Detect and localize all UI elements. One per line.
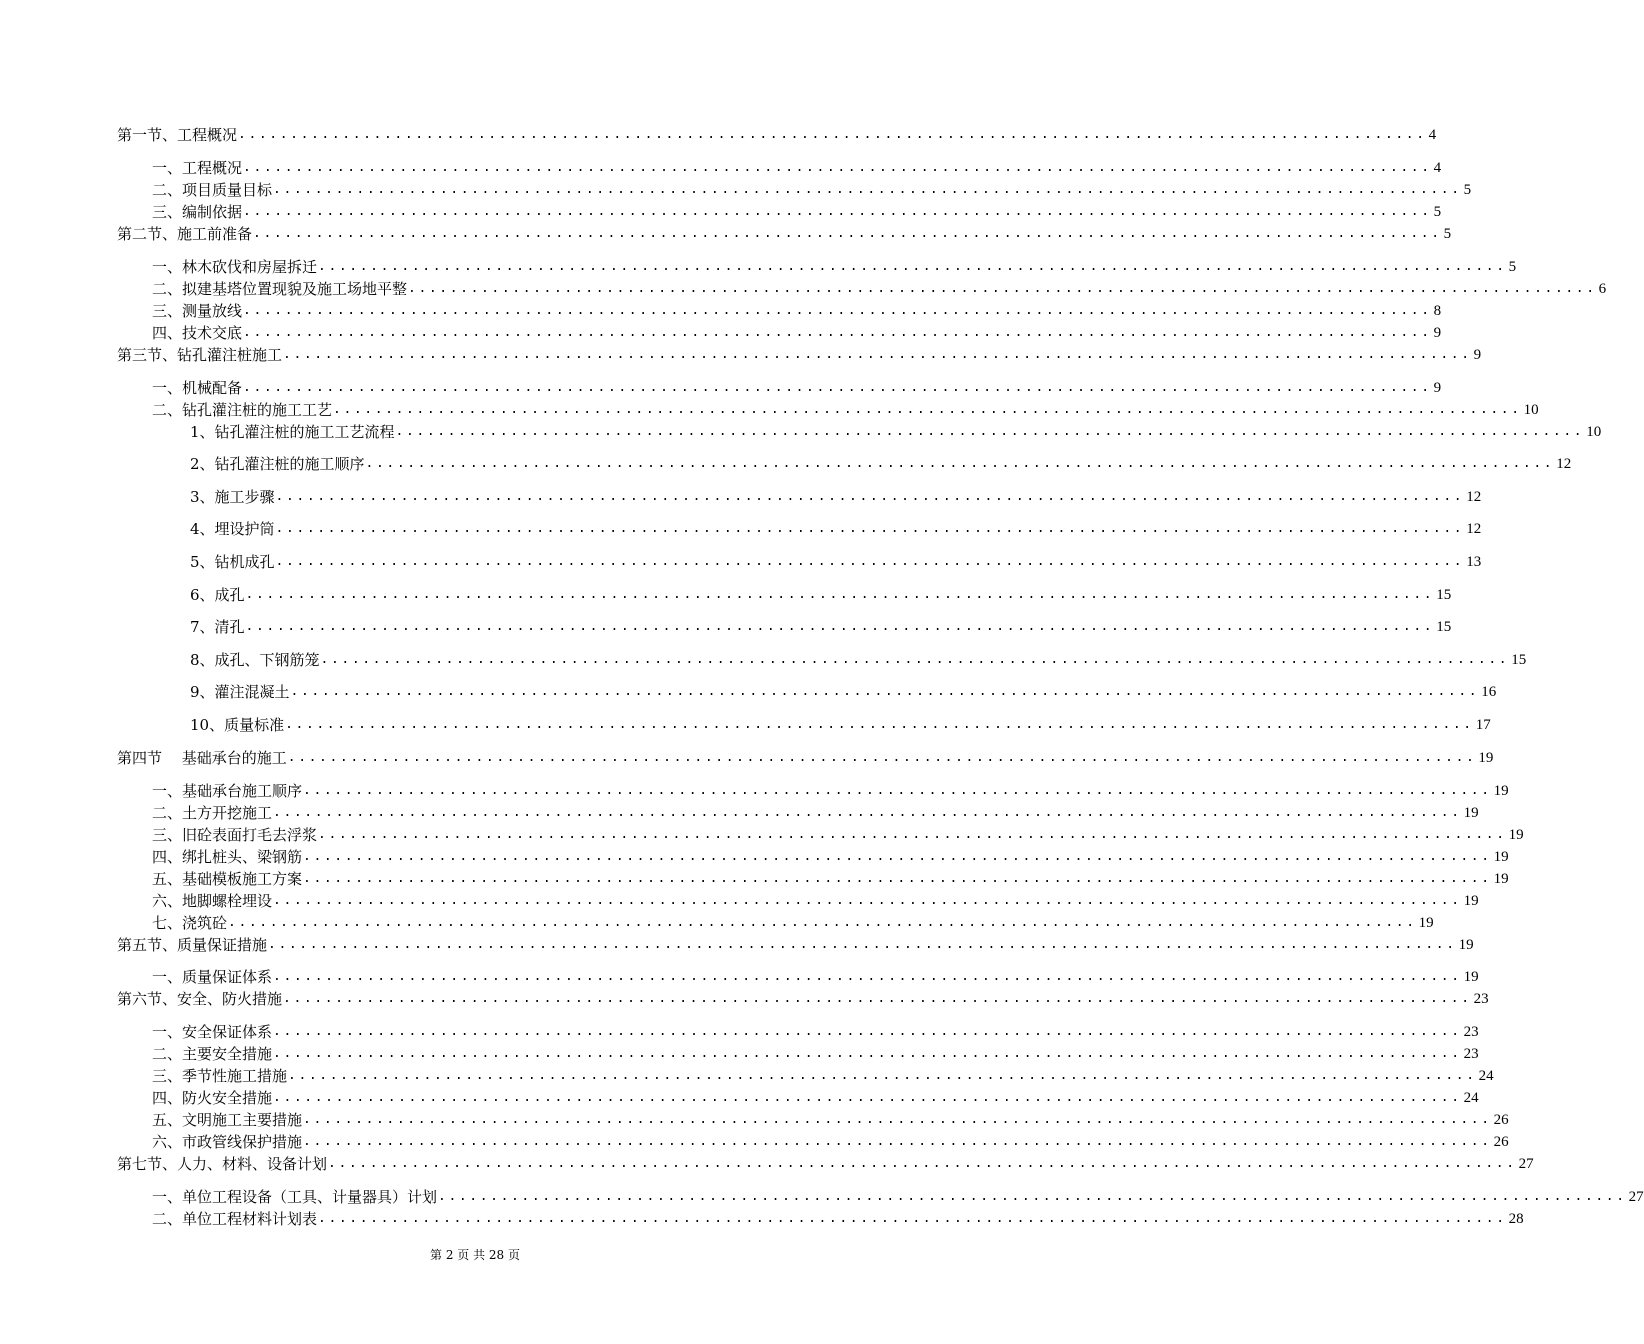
toc-leader: .................................................................................................................. xyxy=(303,849,1492,864)
toc-title: 第二节、施工前准备 xyxy=(117,225,253,243)
toc-title: 七、浇筑砼 xyxy=(152,914,228,932)
toc-title: 1、钻孔灌注桩的施工工艺流程 xyxy=(190,423,395,441)
toc-title: 三、编制依据 xyxy=(152,203,243,221)
toc-title: 第六节、安全、防火措施 xyxy=(117,990,283,1008)
toc-page-number: 19 xyxy=(1493,871,1509,887)
toc-leader: .................................................................................................................. xyxy=(273,893,1462,908)
toc-title: 4、埋设护筒 xyxy=(190,520,275,538)
toc-leader: .................................................................................................................. xyxy=(253,226,1442,241)
toc-leader: .................................................................................................................. xyxy=(438,1189,1627,1204)
toc-leader: .................................................................................................................. xyxy=(290,684,1480,699)
toc-leader: .................................................................................................................. xyxy=(238,127,1427,142)
toc-title: 二、主要安全措施 xyxy=(152,1045,273,1063)
toc-leader: .................................................................................................................. xyxy=(228,915,1417,930)
toc-entry[interactable] xyxy=(152,179,1472,201)
toc-leader: .................................................................................................................. xyxy=(243,325,1432,340)
toc-leader: .................................................................................................................. xyxy=(303,871,1492,886)
toc-entry[interactable] xyxy=(152,377,1442,399)
toc-title: 一、安全保证体系 xyxy=(152,1023,273,1041)
toc-entry[interactable] xyxy=(190,551,1482,573)
toc-leader: .................................................................................................................. xyxy=(273,1046,1462,1061)
toc-leader: .................................................................................................................. xyxy=(273,805,1462,820)
toc-entry[interactable] xyxy=(152,802,1479,824)
toc-page-number: 15 xyxy=(1511,652,1527,668)
toc-page-number: 19 xyxy=(1463,969,1479,985)
toc-page-number: 6 xyxy=(1598,281,1607,297)
toc-leader: .................................................................................................................. xyxy=(283,347,1472,362)
toc-page-number: 26 xyxy=(1493,1134,1509,1150)
toc-title: 四、技术交底 xyxy=(152,324,243,342)
toc-section-6[interactable] xyxy=(117,988,1489,1010)
toc-entry[interactable] xyxy=(190,616,1452,638)
toc-title: 一、林木砍伐和房屋拆迁 xyxy=(152,258,318,276)
toc-section-7[interactable] xyxy=(117,1153,1534,1175)
toc-leader: .................................................................................................................. xyxy=(275,521,1465,536)
toc-entry[interactable] xyxy=(190,584,1452,606)
toc-page-number: 4 xyxy=(1433,160,1442,176)
toc-page-number: 23 xyxy=(1463,1024,1479,1040)
toc-page-number: 9 xyxy=(1433,325,1442,341)
toc-leader: .................................................................................................................. xyxy=(273,1024,1462,1039)
toc-page-number: 13 xyxy=(1466,554,1482,570)
toc-page-number: 24 xyxy=(1478,1068,1494,1084)
toc-leader: .................................................................................................................. xyxy=(245,619,1435,634)
toc-section-4[interactable] xyxy=(117,747,1494,769)
toc-leader: .................................................................................................................. xyxy=(285,717,1474,732)
toc-title: 10、质量标准 xyxy=(190,716,285,734)
toc-title: 四、防火安全措施 xyxy=(152,1089,273,1107)
toc-leader: .................................................................................................................. xyxy=(273,969,1462,984)
toc-entry[interactable] xyxy=(190,453,1572,475)
toc-entry[interactable] xyxy=(152,256,1517,278)
toc-page-number: 28 xyxy=(1508,1211,1524,1227)
toc-page-number: 16 xyxy=(1481,684,1497,700)
toc-title: 六、地脚螺栓埋设 xyxy=(152,892,273,910)
toc-entry[interactable] xyxy=(152,824,1524,846)
toc-page-number: 5 xyxy=(1433,204,1442,220)
toc-page-number: 12 xyxy=(1466,489,1482,505)
toc-title: 三、测量放线 xyxy=(152,302,243,320)
toc-leader: .................................................................................................................. xyxy=(243,204,1432,219)
toc-leader: .................................................................................................................. xyxy=(303,1112,1492,1127)
toc-title: 2、钻孔灌注桩的施工顺序 xyxy=(190,455,365,473)
toc-page-number: 23 xyxy=(1463,1046,1479,1062)
toc-title: 3、施工步骤 xyxy=(190,488,275,506)
toc-title: 二、单位工程材料计划表 xyxy=(152,1210,318,1228)
toc-leader: .................................................................................................................. xyxy=(318,827,1507,842)
toc-page-number: 10 xyxy=(1586,424,1602,440)
toc-entry[interactable] xyxy=(152,1043,1479,1065)
toc-title: 一、单位工程设备（工具、计量器具）计划 xyxy=(152,1188,438,1206)
toc-leader: .................................................................................................................. xyxy=(303,1134,1492,1149)
toc-page-number: 4 xyxy=(1428,127,1437,143)
toc-title: 三、季节性施工措施 xyxy=(152,1067,288,1085)
toc-page-number: 5 xyxy=(1508,259,1517,275)
toc-entry[interactable] xyxy=(152,912,1434,934)
toc-leader: .................................................................................................................. xyxy=(395,424,1585,439)
toc-title: 六、市政管线保护措施 xyxy=(152,1133,303,1151)
toc-entry[interactable] xyxy=(152,966,1479,988)
toc-leader: .................................................................................................................. xyxy=(303,783,1492,798)
toc-leader: .................................................................................................................. xyxy=(365,456,1555,471)
toc-title: 第四节 基础承台的施工 xyxy=(117,749,287,767)
toc-leader: .................................................................................................................. xyxy=(318,259,1507,274)
toc-page-number: 19 xyxy=(1463,893,1479,909)
toc-leader: .................................................................................................................. xyxy=(243,160,1432,175)
toc-entry[interactable] xyxy=(152,1065,1494,1087)
toc-page-number: 19 xyxy=(1418,915,1434,931)
toc-entry[interactable] xyxy=(152,1186,1644,1208)
toc-title: 二、钻孔灌注桩的施工工艺 xyxy=(152,401,333,419)
toc-leader: .................................................................................................................. xyxy=(328,1156,1517,1171)
toc-section-3[interactable] xyxy=(117,344,1482,366)
toc-page-number: 27 xyxy=(1628,1189,1644,1205)
toc-page-number: 15 xyxy=(1436,619,1452,635)
toc-page-number: 19 xyxy=(1458,937,1474,953)
toc-title: 7、清孔 xyxy=(190,618,245,636)
toc-entry[interactable] xyxy=(152,278,1607,300)
toc-leader: .................................................................................................................. xyxy=(243,380,1432,395)
toc-title: 一、质量保证体系 xyxy=(152,968,273,986)
toc-entry[interactable] xyxy=(152,846,1509,868)
toc-entry[interactable] xyxy=(190,486,1482,508)
toc-entry[interactable] xyxy=(152,1021,1479,1043)
toc-leader: .................................................................................................................. xyxy=(243,303,1432,318)
toc-entry[interactable] xyxy=(152,1109,1509,1131)
toc-leader: .................................................................................................................. xyxy=(283,991,1472,1006)
toc-leader: .................................................................................................................. xyxy=(408,281,1597,296)
toc-title: 一、基础承台施工顺序 xyxy=(152,782,303,800)
toc-leader: .................................................................................................................. xyxy=(275,489,1465,504)
toc-title: 9、灌注混凝土 xyxy=(190,683,290,701)
toc-page-number: 5 xyxy=(1443,226,1452,242)
toc-entry[interactable] xyxy=(152,780,1509,802)
toc-page-number: 19 xyxy=(1478,750,1494,766)
toc-page-number: 9 xyxy=(1473,347,1482,363)
toc-page-number: 9 xyxy=(1433,380,1442,396)
page-footer: 第 2 页 共 28 页 xyxy=(430,1248,520,1262)
toc-page-number: 19 xyxy=(1493,783,1509,799)
toc-leader: .................................................................................................................. xyxy=(287,750,1477,765)
toc-leader: .................................................................................................................. xyxy=(275,554,1465,569)
toc-leader: .................................................................................................................. xyxy=(320,652,1510,667)
toc-page-number: 15 xyxy=(1436,587,1452,603)
toc-page-number: 19 xyxy=(1493,849,1509,865)
toc-section-1[interactable] xyxy=(117,124,1437,146)
toc-title: 四、绑扎桩头、梁钢筋 xyxy=(152,848,303,866)
toc-entry[interactable] xyxy=(190,649,1527,671)
toc-page-number: 10 xyxy=(1523,402,1539,418)
toc-leader: .................................................................................................................. xyxy=(333,402,1522,417)
toc-title: 二、项目质量目标 xyxy=(152,181,273,199)
toc-entry[interactable] xyxy=(152,300,1442,322)
toc-page-number: 26 xyxy=(1493,1112,1509,1128)
toc-leader: .................................................................................................................. xyxy=(288,1068,1477,1083)
toc-page-number: 19 xyxy=(1463,805,1479,821)
toc-entry[interactable] xyxy=(152,890,1479,912)
toc-title: 第五节、质量保证措施 xyxy=(117,936,268,954)
toc-page-number: 19 xyxy=(1508,827,1524,843)
toc-entry[interactable] xyxy=(152,201,1442,223)
toc-entry[interactable] xyxy=(152,157,1442,179)
toc-page-number: 8 xyxy=(1433,303,1442,319)
toc-leader: .................................................................................................................. xyxy=(273,182,1462,197)
toc-title: 一、机械配备 xyxy=(152,379,243,397)
toc-title: 三、旧砼表面打毛去浮浆 xyxy=(152,826,318,844)
toc-entry[interactable] xyxy=(152,868,1509,890)
toc-title: 二、拟建基塔位置现貌及施工场地平整 xyxy=(152,280,408,298)
toc-entry[interactable] xyxy=(190,714,1491,736)
toc-title: 二、土方开挖施工 xyxy=(152,804,273,822)
toc-entry[interactable] xyxy=(190,421,1602,443)
toc-title: 5、钻机成孔 xyxy=(190,553,275,571)
toc-leader: .................................................................................................................. xyxy=(245,587,1435,602)
toc-entry[interactable] xyxy=(152,1131,1509,1153)
toc-page-number: 23 xyxy=(1473,991,1489,1007)
toc-entry[interactable] xyxy=(152,1208,1524,1230)
toc-title: 五、文明施工主要措施 xyxy=(152,1111,303,1129)
toc-title: 第三节、钻孔灌注桩施工 xyxy=(117,346,283,364)
toc-leader: .................................................................................................................. xyxy=(268,937,1457,952)
toc-page-number: 12 xyxy=(1556,456,1572,472)
toc-title: 第七节、人力、材料、设备计划 xyxy=(117,1155,328,1173)
toc-page-number: 5 xyxy=(1463,182,1472,198)
toc-title: 8、成孔、下钢筋笼 xyxy=(190,651,320,669)
toc-page-number: 24 xyxy=(1463,1090,1479,1106)
toc-entry[interactable] xyxy=(152,322,1442,344)
toc-page-number: 12 xyxy=(1466,521,1482,537)
toc-section-5[interactable] xyxy=(117,934,1474,956)
toc-title: 五、基础模板施工方案 xyxy=(152,870,303,888)
toc-leader: .................................................................................................................. xyxy=(318,1211,1507,1226)
toc-leader: .................................................................................................................. xyxy=(273,1090,1462,1105)
toc-title: 一、工程概况 xyxy=(152,159,243,177)
toc-title: 6、成孔 xyxy=(190,586,245,604)
toc-section-2[interactable] xyxy=(117,223,1452,245)
toc-entry[interactable] xyxy=(190,518,1482,540)
toc-entry[interactable] xyxy=(190,681,1497,703)
toc-page-number: 27 xyxy=(1518,1156,1534,1172)
toc-entry[interactable] xyxy=(152,1087,1479,1109)
toc-entry[interactable] xyxy=(152,399,1539,421)
toc-page-number: 17 xyxy=(1475,717,1491,733)
toc-title: 第一节、工程概况 xyxy=(117,126,238,144)
